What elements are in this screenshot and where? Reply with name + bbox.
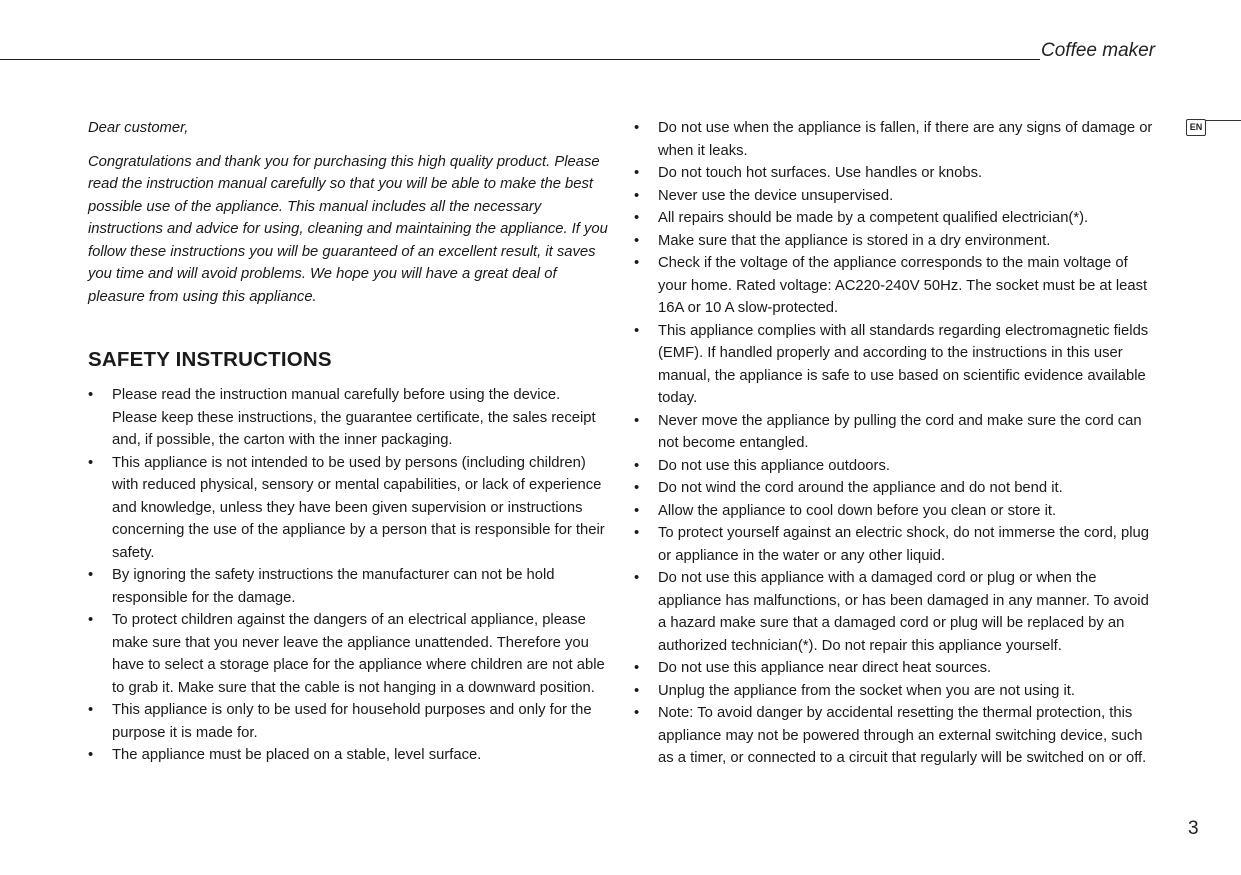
safety-item-text: Never move the appliance by pulling the cord and make sure the cord can not become entangled.: [658, 412, 1142, 451]
safety-item: [88, 452, 608, 565]
safety-item: [88, 609, 608, 699]
safety-item-text: To protect yourself against an electric shock, do not immerse the cord, plug or appliance in the water or any other liquid.: [658, 525, 1150, 564]
safety-item: [634, 567, 1154, 657]
safety-item-text: This appliance is only to be used for household purposes and only for the purpose it is made for.: [112, 702, 592, 741]
language-badge: EN: [1186, 119, 1206, 136]
safety-item-text: Note: To avoid danger by accidental resetting the thermal protection, this appliance may not be powered through an external switching device, such as a timer, or connected to a circuit that regularly will be switched on or off.: [658, 705, 1147, 766]
bullet-icon: •: [634, 412, 640, 429]
safety-item-text: Unplug the appliance from the socket when you are not using it.: [658, 682, 1076, 699]
bullet-icon: •: [634, 255, 640, 271]
safety-item-text: Do not wind the cord around the appliance and do not bend it.: [658, 480, 1063, 496]
safety-item: [634, 162, 1154, 185]
bullet-icon: •: [634, 165, 640, 181]
safety-item-text: Make sure that the appliance is stored in a dry environment.: [658, 232, 1051, 249]
safety-item: [88, 744, 608, 767]
bullet-icon: •: [88, 454, 94, 471]
safety-item: [634, 207, 1154, 230]
safety-item-text: Do not use this appliance outdoors.: [658, 457, 890, 474]
safety-item: [634, 230, 1154, 253]
greeting: Dear customer,: [88, 120, 189, 136]
safety-item-text: This appliance is not intended to be used by persons (including children) with reduced physical, sensory or mental capabilities, or lack of experience and knowledge, unless they have been given supervision or instructions concerning the use of the appliance by a person that is responsible for their safety.: [112, 454, 605, 561]
safety-item: [634, 477, 1154, 500]
safety-item-text: The appliance must be placed on a stable, level surface.: [112, 747, 482, 763]
right-column: [634, 117, 1154, 770]
page-number: 3: [1188, 818, 1199, 839]
safety-list-left: [88, 384, 608, 767]
safety-item-text: Allow the appliance to cool down before you clean or store it.: [658, 502, 1057, 519]
bullet-icon: •: [88, 387, 94, 403]
safety-item-text: Do not use when the appliance is fallen, if there are any signs of damage or when it leaks.: [658, 120, 1153, 159]
bullet-icon: •: [634, 187, 640, 204]
bullet-icon: •: [634, 480, 640, 496]
safety-item-text: Please read the instruction manual carefully before using the device. Please keep these instructions, the guarantee certificate, the sales receipt and, if possible, the carton with the inner packaging.: [112, 387, 596, 448]
safety-item-text: To protect children against the dangers of an electrical appliance, please make sure that you never leave the appliance unattended. Therefore you have to select a storage place for the appliance where children are not able to grab it. Make sure that the cable is not hanging in a downward position.: [112, 612, 605, 696]
bullet-icon: •: [634, 457, 640, 474]
bullet-icon: •: [88, 702, 94, 718]
safety-item-text: Do not touch hot surfaces. Use handles or knobs.: [658, 165, 983, 181]
bullet-icon: •: [634, 705, 640, 721]
safety-item: [634, 117, 1154, 162]
safety-item: [634, 500, 1154, 523]
bullet-icon: •: [634, 660, 640, 676]
safety-item: [634, 320, 1154, 410]
safety-item: [634, 185, 1154, 208]
safety-list-right: [634, 117, 1154, 770]
left-column: [88, 117, 608, 767]
bullet-icon: •: [634, 322, 640, 339]
bullet-icon: •: [634, 502, 640, 519]
bullet-icon: •: [88, 567, 94, 583]
safety-item: [88, 384, 608, 452]
safety-item: [634, 702, 1154, 770]
intro-paragraph: Congratulations and thank you for purchasing this high quality product. Please read the instruction manual carefully so that you will be able to make the best possible use of the appliance. This manual includes all the necessary instructions and advice for using, cleaning and maintaining the appliance. If you follow these instructions you will be guaranteed of an excellent result, it saves you time and will avoid problems. We hope you will have a great deal of pleasure from using this appliance.: [88, 153, 608, 305]
safety-item: [88, 564, 608, 609]
safety-item: [88, 699, 608, 744]
safety-item-text: All repairs should be made by a competent qualified electrician(*).: [658, 210, 1089, 226]
safety-heading: SAFETY INSTRUCTIONS: [88, 348, 332, 371]
page-header-title: Coffee maker: [1041, 40, 1156, 61]
safety-item: [634, 680, 1154, 703]
safety-item: [634, 455, 1154, 478]
safety-item-text: By ignoring the safety instructions the manufacturer can not be hold responsible for the damage.: [112, 567, 555, 606]
bullet-icon: •: [88, 747, 94, 763]
safety-item: [634, 657, 1154, 680]
language-badge-rule: [1206, 120, 1241, 121]
bullet-icon: •: [634, 120, 640, 136]
bullet-icon: •: [634, 210, 640, 226]
bullet-icon: •: [634, 682, 640, 699]
bullet-icon: •: [88, 612, 94, 628]
safety-item: [634, 410, 1154, 455]
header-rule: [0, 59, 1040, 60]
safety-item: [634, 522, 1154, 567]
safety-item-text: Do not use this appliance near direct heat sources.: [658, 660, 992, 676]
bullet-icon: •: [634, 570, 640, 586]
safety-item-text: Never use the device unsupervised.: [658, 187, 894, 204]
bullet-icon: •: [634, 232, 640, 249]
safety-item: [634, 252, 1154, 320]
safety-item-text: Check if the voltage of the appliance corresponds to the main voltage of your home. Rated voltage: AC220-240V 50Hz. The socket must be at least 16A or 10 A slow-protected.: [658, 255, 1148, 316]
safety-item-text: This appliance complies with all standards regarding electromagnetic fields (EMF). If handled properly and according to the instructions in this user manual, the appliance is safe to use based on scientific evidence available today.: [658, 322, 1149, 406]
safety-item-text: Do not use this appliance with a damaged cord or plug or when the appliance has malfunctions, or has been damaged in any manner. To avoid a hazard make sure that a damaged cord or plug will be replaced by an authorized technician(*). Do not repair this appliance yourself.: [658, 570, 1149, 654]
bullet-icon: •: [634, 525, 640, 541]
